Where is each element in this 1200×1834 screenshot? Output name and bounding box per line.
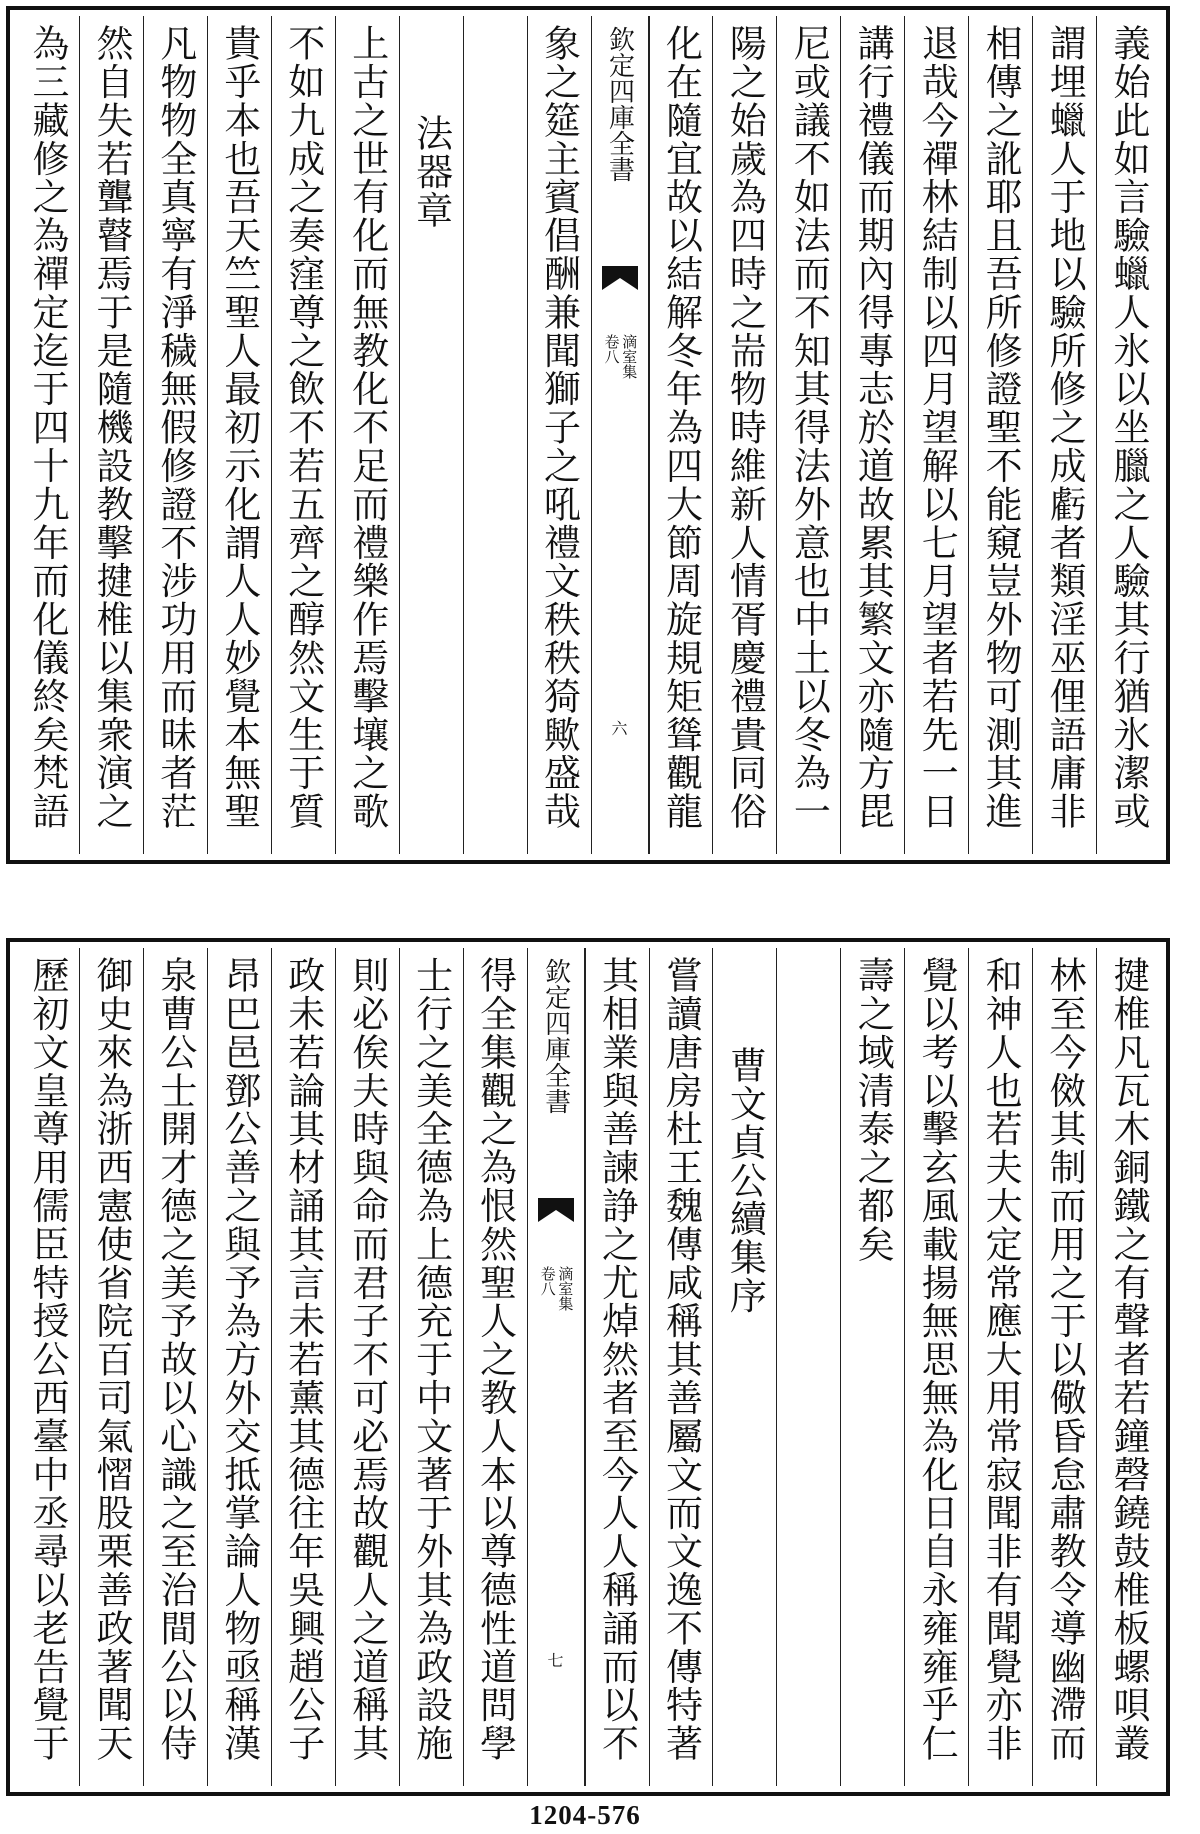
text-column: 其相業與善諫諍之尤焯然者至今人人稱誦而以不 (585, 948, 649, 1786)
text-column: 然自失若聾瞽焉于是隨機設教擊揵椎以集衆演之 (79, 16, 143, 854)
folio-number: 六 (611, 719, 628, 738)
fish-tail-mark-icon (536, 1196, 576, 1226)
section-title: 曹文貞公續集序 (712, 948, 776, 1786)
text-column: 貴乎本也吾天竺聖人最初示化謂人人妙覺本無聖 (207, 16, 271, 854)
text-column: 象之筵主賓倡酬兼聞獅子之吼禮文秩秩猗歟盛哉 (527, 16, 591, 854)
text-column: 士行之美全德為上德充于中文著于外其為政設施 (399, 948, 463, 1786)
text-column: 政未若論其材誦其言未若薰其德往年吳興趙公子 (271, 948, 335, 1786)
blank-column (776, 948, 840, 1786)
folio-number: 七 (547, 1651, 564, 1670)
text-column: 御史來為浙西憲使省院百司氣慴股栗善政著聞天 (79, 948, 143, 1786)
book-title (603, 334, 637, 379)
text-column: 尼或議不如法而不知其得法外意也中土以冬為一 (776, 16, 840, 854)
page-number: 1204-576 (529, 1800, 641, 1830)
text-column: 義始此如言驗蠟人氷以坐臘之人驗其行猶氷潔或 (1096, 16, 1160, 854)
text-column: 和神人也若夫大定常應大用常寂聞非有聞覺亦非 (968, 948, 1032, 1786)
text-column: 退哉今禪林結制以四月望解以七月望者若先一日 (904, 16, 968, 854)
juan-number: 卷八 (602, 334, 621, 364)
bottom-page-columns (16, 948, 1160, 1786)
text-column: 不如九成之奏窪尊之飲不若五齊之醇然文生于質 (271, 16, 335, 854)
text-column: 化在隨宜故以結解冬年為四大節周旋規矩聳觀龍 (649, 16, 713, 854)
book-name: 滴室集 (620, 334, 639, 379)
series-title: 欽定四庫全書 (540, 958, 571, 1114)
text-column: 嘗讀唐房杜王魏傳咸稱其善屬文而文逸不傳特著 (649, 948, 713, 1786)
center-fold (591, 16, 649, 854)
center-fold (527, 948, 585, 1786)
text-column: 泉曹公士開才德之美予故以心識之至治間公以侍 (143, 948, 207, 1786)
text-column: 上古之世有化而無教化不足而禮樂作焉擊壤之歌 (335, 16, 399, 854)
fish-tail-mark-icon (600, 264, 640, 294)
text-column: 相傳之訛耶且吾所修證聖不能窺豈外物可測其進 (968, 16, 1032, 854)
text-column: 覺以考以擊玄風載揚無思無為化日自永雍雍乎仁 (904, 948, 968, 1786)
book-title (539, 1266, 573, 1311)
text-column: 為三藏修之為禪定迄于四十九年而化儀終矣梵語 (26, 24, 70, 831)
text-column: 揵椎凡瓦木銅鐵之有聲者若鐘磬鐃鼓椎板螺唄叢 (1096, 948, 1160, 1786)
juan-number: 卷八 (538, 1266, 557, 1296)
book-name: 滴室集 (556, 1266, 575, 1311)
text-column: 林至今傚其制而用之于以儆昏怠肅教令導幽滯而 (1032, 948, 1096, 1786)
series-title: 欽定四庫全書 (604, 26, 635, 182)
text-column: 凡物物全真寧有淨穢無假修證不涉功用而昧者茫 (143, 16, 207, 854)
top-page-columns (16, 16, 1160, 854)
text-column: 歷初文皇尊用儒臣特授公西臺中丞尋以老告覺于 (26, 956, 70, 1763)
blank-column (463, 16, 527, 854)
text-column: 講行禮儀而期內得專志於道故累其繁文亦隨方毘 (840, 16, 904, 854)
text-column: 昂巴邑鄧公善之與予為方外交抵掌論人物亟稱漢 (207, 948, 271, 1786)
text-column: 則必俟夫時與命而君子不可必焉故觀人之道稱其 (335, 948, 399, 1786)
top-page (6, 6, 1170, 864)
text-column: 得全集觀之為恨然聖人之教人本以尊德性道問學 (463, 948, 527, 1786)
text-column: 謂埋蠟人于地以驗所修之成虧者類淫巫俚語庸非 (1032, 16, 1096, 854)
text-column: 陽之始歲為四時之耑物時維新人情胥慶禮貴同俗 (712, 16, 776, 854)
section-title: 法器章 (399, 16, 463, 854)
bottom-page (6, 938, 1170, 1796)
text-column: 壽之域清泰之都矣 (840, 948, 904, 1786)
